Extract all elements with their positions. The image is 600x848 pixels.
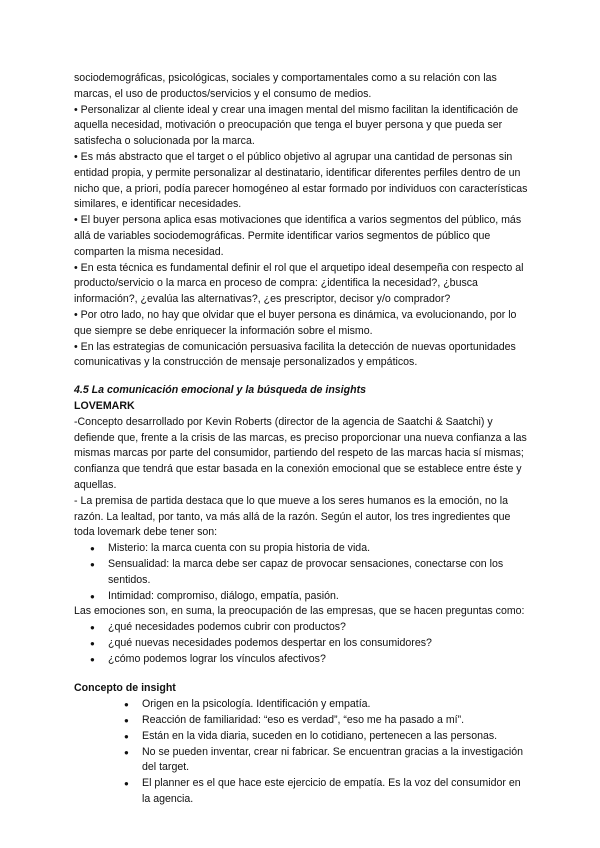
list-item: ● Reacción de familiaridad: “eso es verdad”, “eso me ha pasado a mí”. <box>74 713 530 729</box>
paragraph: -Concepto desarrollado por Kevin Roberts (director de la agencia de Saatchi & Saatchi) y defiende que, frente a la crisis de las marcas, es preciso proporcionar una nueva confianza a las mismas marcas por parte del consumidor, partiendo del respeto de las marcas hacia sí mismas; confianza que tendrá que estar basada en la conexión emocional que se establece entre éste y aquellas. <box>74 415 527 491</box>
paragraph: • Personalizar al cliente ideal y crear una imagen mental del mismo facilitan la identificación de aquella necesidad, motivación o preocupación que tenga el buyer persona y que pueda ser satisfecha o solucionada por la marca. <box>74 103 519 148</box>
page-content <box>74 71 530 808</box>
questions-list <box>74 620 530 667</box>
paragraph: sociodemográficas, psicológicas, sociales y comportamentales como a su relación con las marcas, el uso de productos/servicios y el consumo de medios. <box>74 72 497 100</box>
list-item: ● Misterio: la marca cuenta con su propia historia de vida. <box>74 541 530 557</box>
lovemark-subheading: LOVEMARK <box>74 399 135 412</box>
section-heading: 4.5 La comunicación emocional y la búsqueda de insights <box>74 384 366 397</box>
paragraph: • En las estrategias de comunicación persuasiva facilita la detección de nuevas oportunidades comunicativas y la construcción de mensaje personalizados y empáticos. <box>74 340 516 369</box>
paragraph: • Por otro lado, no hay que olvidar que el buyer persona es dinámica, va evolucionando, por lo que siempre se debe enriquecer la información sobre el mismo. <box>74 308 517 337</box>
paragraph: Las emociones son, en suma, la preocupación de las empresas, que se hacen preguntas como: <box>74 605 525 618</box>
list-item: ● ¿cómo podemos lograr los vínculos afectivos? <box>74 652 530 668</box>
paragraph: • El buyer persona aplica esas motivaciones que identifica a varios segmentos del público, más allá de variables sociodemográficas. Permite identificar varios segmentos de público que comparten la misma necesidad. <box>74 214 522 258</box>
list-item: ● Están en la vida diaria, suceden en lo cotidiano, pertenecen a las personas. <box>74 729 530 745</box>
paragraph: - La premisa de partida destaca que lo que mueve a los seres humanos es la emoción, no la razón. La lealtad, por tanto, va más allá de la razón. Según el autor, los tres ingredientes que toda lovemark debe tener son: <box>74 494 511 539</box>
list-item: ● Sensualidad: la marca debe ser capaz de provocar sensaciones, conectarse con los sentidos. <box>74 557 530 589</box>
list-item: ● Intimidad: compromiso, diálogo, empatía, pasión. <box>74 589 530 605</box>
paragraph: • Es más abstracto que el target o el público objetivo al agrupar una cantidad de personas sin entidad propia, y permite personalizar al destinatario, identificar diferentes perfiles dentro de un nicho que, a priori, podía parecer homogéneo al estar formado por individuos con características similares, e identificar necesidades. <box>74 150 528 211</box>
list-item: ● ¿qué nuevas necesidades podemos despertar en los consumidores? <box>74 636 530 652</box>
list-item: ● ¿qué necesidades podemos cubrir con productos? <box>74 620 530 636</box>
list-item: ● El planner es el que hace este ejercicio de empatía. Es la voz del consumidor en la agencia. <box>74 776 530 808</box>
list-item: ● Origen en la psicología. Identificación y empatía. <box>74 697 530 713</box>
paragraph: • En esta técnica es fundamental definir el rol que el arquetipo ideal desempeña con respecto al producto/servicio o la marca en proceso de compra: ¿identifica la necesidad?, ¿busca información?, ¿evalúa las alternativas?, ¿es prescriptor, decisor y/o comprador? <box>74 261 524 306</box>
ingredients-list <box>74 541 530 604</box>
list-item: ● No se pueden inventar, crear ni fabricar. Se encuentran gracias a la investigación del target. <box>74 745 530 777</box>
insight-list <box>74 697 530 808</box>
insight-heading: Concepto de insight <box>74 682 176 695</box>
